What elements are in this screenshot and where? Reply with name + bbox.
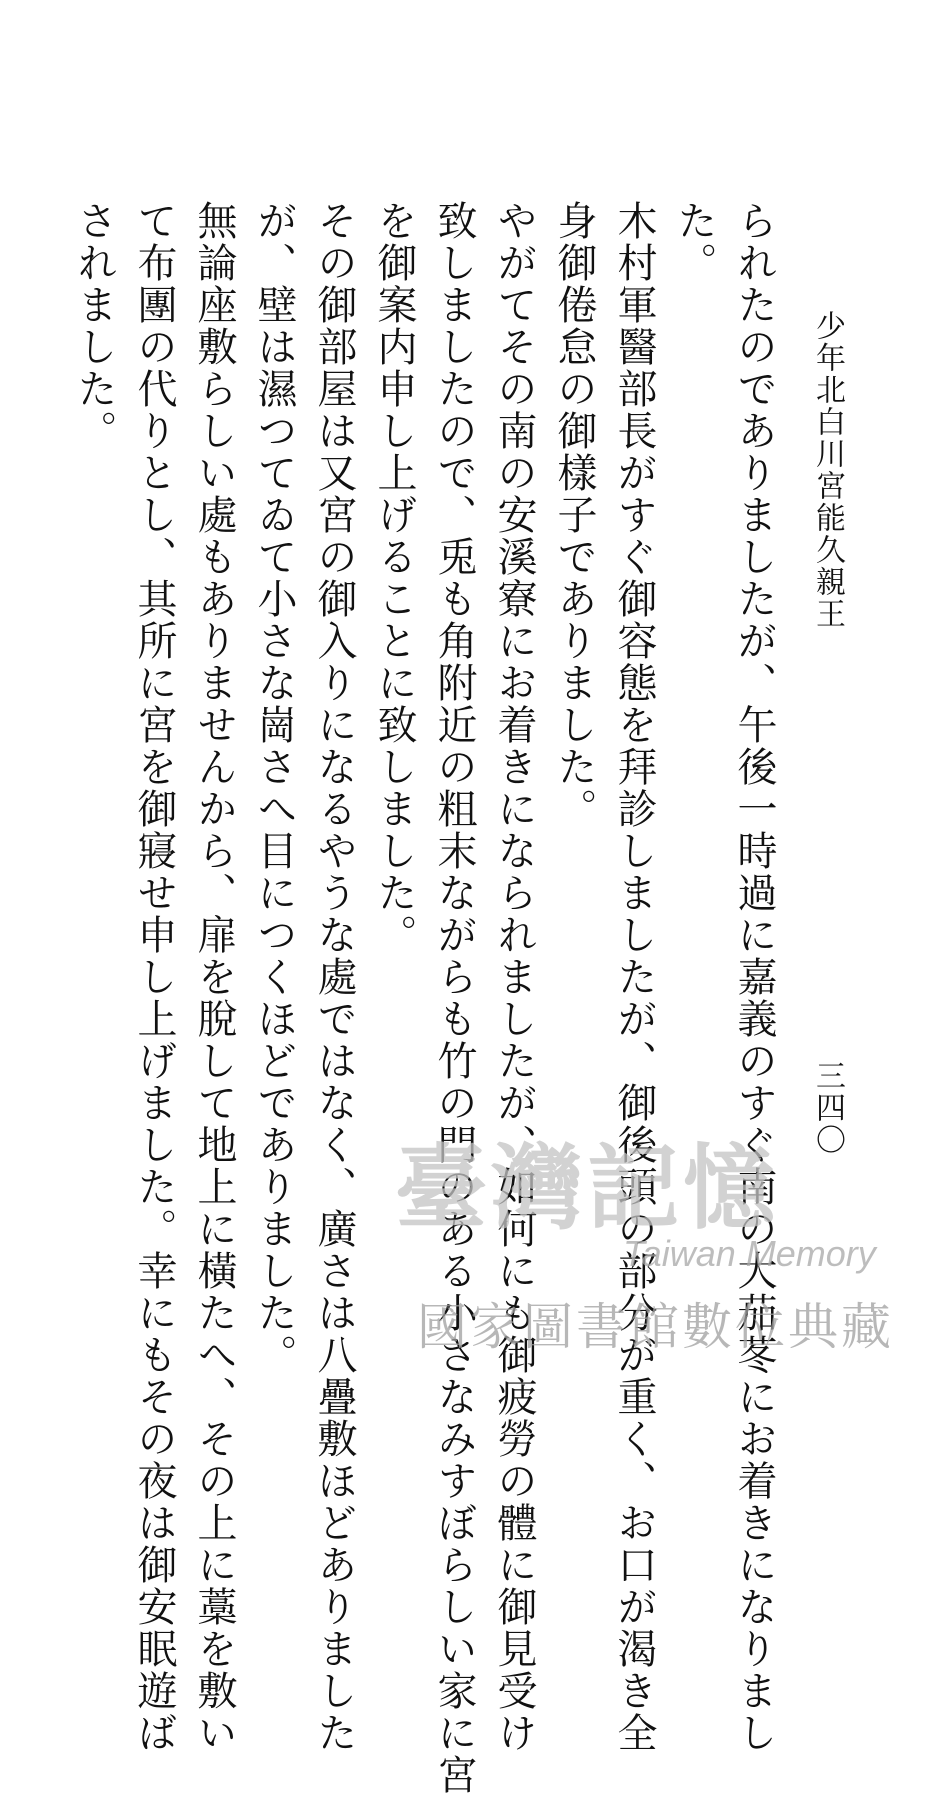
- text-column: 身御倦怠の御樣子でありました。: [551, 200, 597, 830]
- text-column: 無論座敷らしい處もありませんから、扉を脫して地上に橫たへ、その上に藁を敷い: [191, 200, 237, 1754]
- text-column: られたのでありましたが、午後一時過に嘉義のすぐ南の大茄苳にお着きになりまし: [731, 200, 777, 1754]
- text-column: 木村軍醫部長がすぐ御容態を拜診しましたが、御後頭の部分が重く、お口が渴き全: [611, 200, 657, 1754]
- text-column: が、壁は濕つてゐて小さな崗さへ目につくほどでありました。: [251, 200, 297, 1376]
- watermark-cjk-text: 國家圖書館數位典藏: [417, 1298, 894, 1356]
- text-column: やがてその南の安溪寮にお着きになられましたが、如何にも御疲勞の體に御見受け: [491, 200, 537, 1754]
- watermark-brush-text: 臺灣記憶: [395, 1134, 780, 1242]
- text-column: 致しましたので、兎も角附近の粗末ながらも竹の門のある小さなみすぼらしい家に宮: [431, 200, 477, 1796]
- text-column: た。: [671, 200, 717, 284]
- running-head-title: 少年北白川宮能久親王: [810, 310, 845, 630]
- text-column: その御部屋は又宮の御入りになるやうな處ではなく、廣さは八疊敷ほどありました: [311, 200, 357, 1754]
- text-column: されました。: [71, 200, 117, 452]
- text-column: を御案内申し上げることに致しました。: [371, 200, 417, 956]
- page-number: 三四〇: [810, 1060, 845, 1156]
- watermark-latin-text: Taiwan Memory: [623, 1233, 876, 1274]
- text-column: て布團の代りとし、其所に宮を御寢せ申し上げました。幸にもその夜は御安眠遊ば: [131, 200, 177, 1754]
